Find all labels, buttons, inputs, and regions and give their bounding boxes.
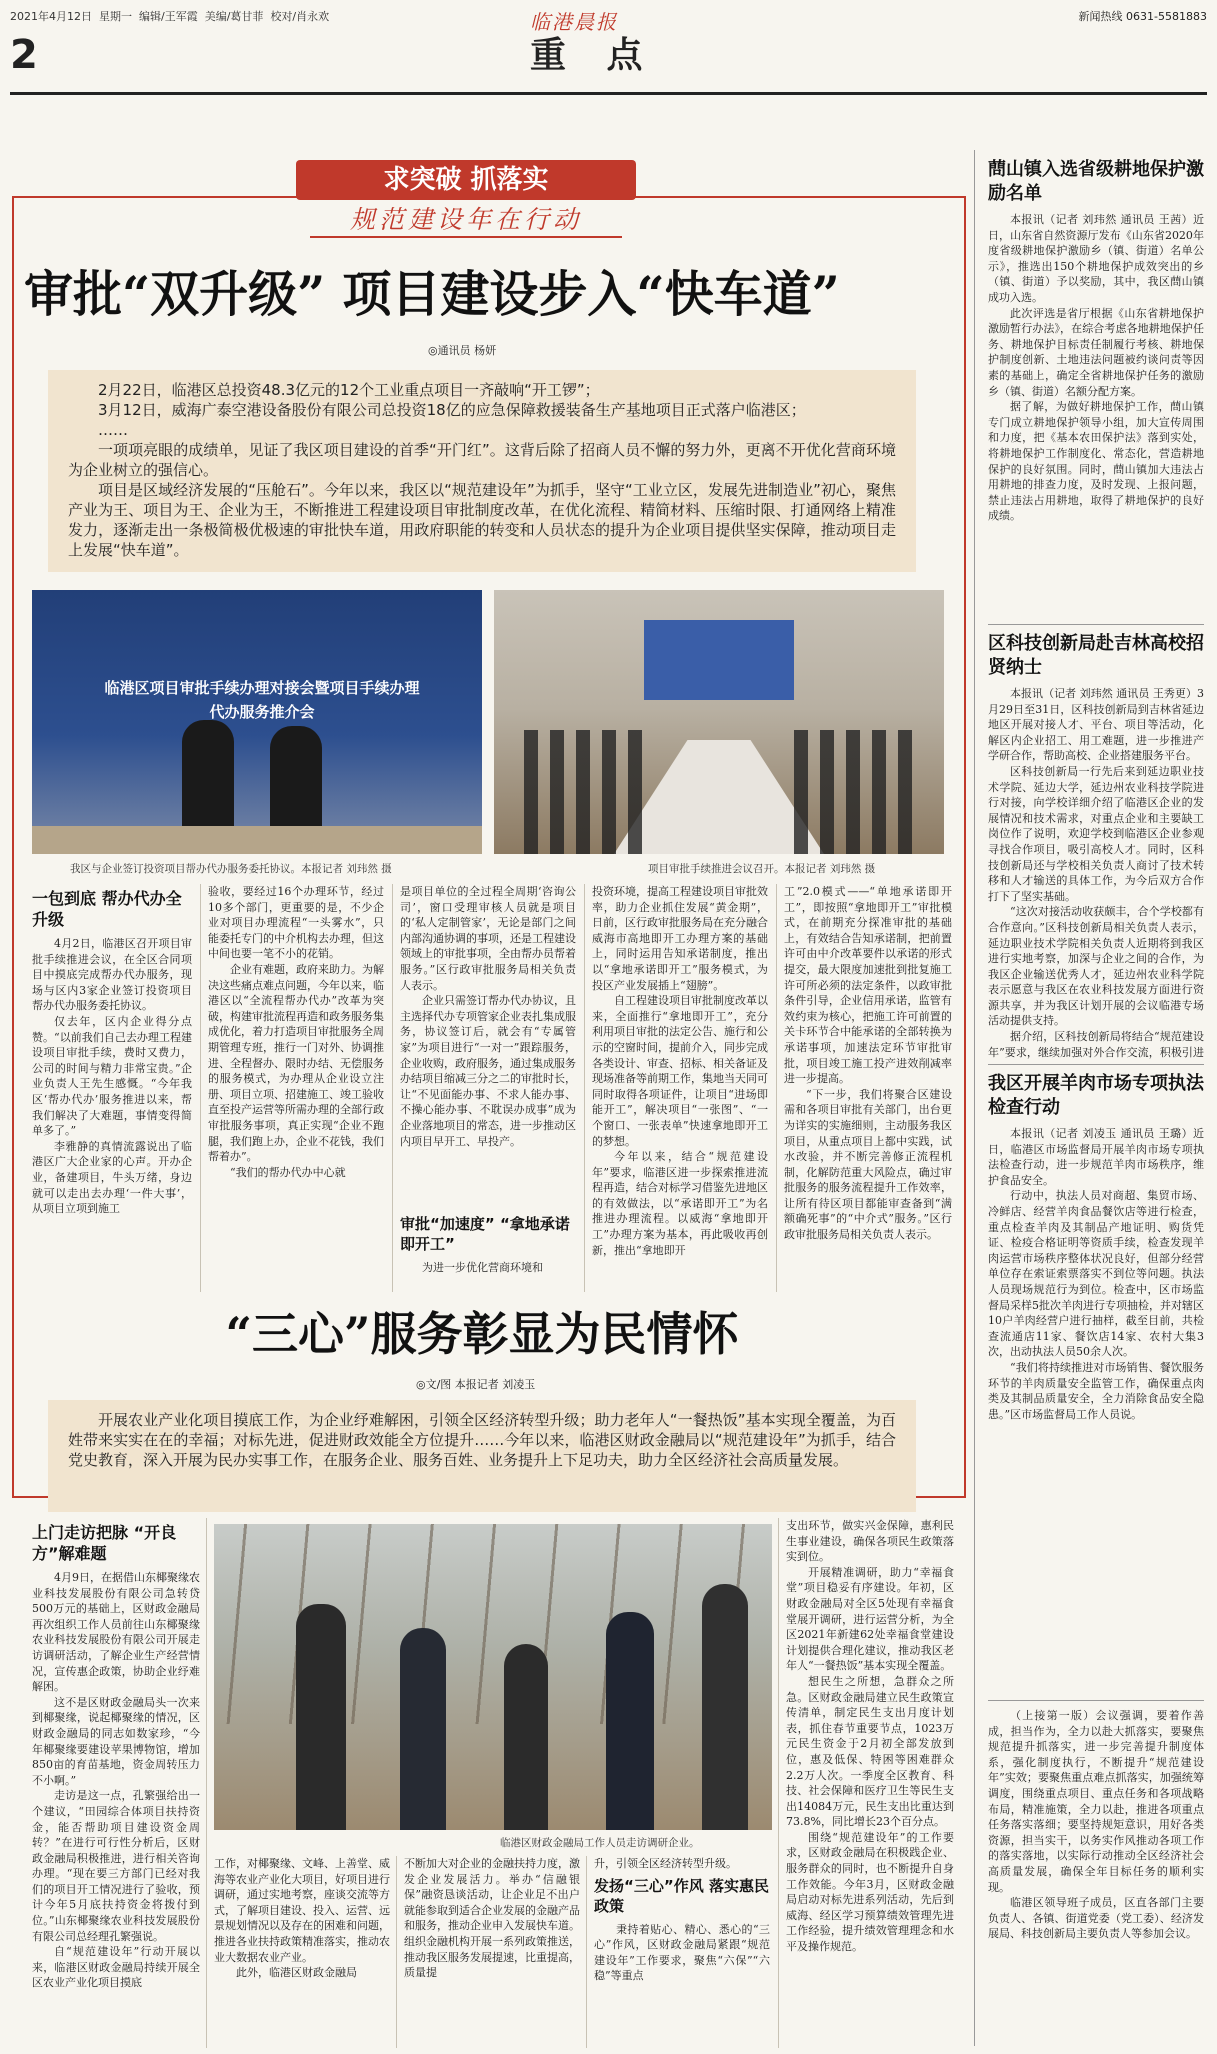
sidebar-rule [974,150,975,2046]
a2c3-p1: 不断加大对企业的金融扶持力度，激发企业发展活力。举办“信融银保”融资恳谈活动，让企业足不出户就能参取到适合企业发展的金融产品和服务，推动企业申入发展快车道。组织金融机构开展一系列政策推送，推动我区服务发展提速，比重提高，质量提 [404,1857,580,1980]
sidebar-divider [988,1064,1204,1065]
a2c1-p1: 4月9日，在据借山东椰聚缘农业科技发展股份有限公司急转贷500万元的基础上，区财政金融局再次组织工作人员前往山东椰聚缘农业科技发展股份有限公司开展走访调研活动，了解企业生产经营情况，宣传惠企政策，协助企业纾难解困。 [32,1571,200,1694]
s1-p2: 此次评选是省厅根据《山东省耕地保护激励暂行办法》，在综合考虑各地耕地保护任务、耕地保护目标责任制履行考核、耕地保护制度创新、土地违法问题被约谈问责等因素的基础上，确定全省耕地保护任务的激励乡（镇、街道）名额分配方案。 [988,306,1204,398]
s2-p4: 据介绍，区科技创新局将结合“规范建设年”要求，继续加强对外合作交流，积极引进 [988,1030,1204,1059]
s4-p2: 临港区领导班子成员，区直各部门主要负责人、各镇、街道党委（党工委）、经济发展局、科技创新局主要负责人等参加会议。 [988,1896,1204,1941]
a1c4-p2: 自工程建设项目审批制度改革以来，全面推行“拿地即开工”，充分利用项目审批的法定公告、施行和公示的空窗时间，提前介入，同步完成各类设计、审查、招标、相关备证及现场准备等前期工作，集地当天同可同时取得各项证件，让项目“进场即能开工”，解决项目“一张图”、“一个窗口、一张表单”快速拿地即开工的梦想。 [592,994,768,1148]
a1c3b-p1: 为进一步优化营商环境和 [422,1261,543,1274]
page-number: 2 [10,32,38,78]
article1-headline: 审批“双升级” 项目建设步入“快车道” [24,265,840,323]
column-rule [206,1518,207,2048]
column-rule [200,884,201,1292]
sidebar-title-1: 蔄山镇入选省级耕地保护激励名单 [988,159,1204,204]
person-silhouette [296,1604,346,1830]
article1-col3 [400,884,576,1292]
a1c5-p1: 工”2.0模式——“单地承诺即开工”，即按照“拿地即开工”审批模式，在前期充分探准审批的基础上，有效结合告知承诺制，把前置许可由中介改革要件以承诺的形式提交，最大限度加速批到批复施工许可所必须的法定条件，以政审批条件引导，企业信用承诺，监管有效约束为核心，把施工许可前置的关卡环节合中能承诺的全部转换为承诺事项，加速法定环节审批审批，项目竣工施工投产进效削减率进一步提高。 [784,885,952,1086]
column-rule [396,1856,397,2048]
a1c1-p2: 仅去年，区内企业得分点赞。“以前我们自己去办理工程建设项目审批手续，费时又费力，公司的时间与精力非常宝贵。”企业负责人王先生感慨。“今年我区‘帮办代办’服务推进以来，帮我们解决了大难题，事情变得简单多了。” [32,1014,192,1138]
visit-photo [214,1524,772,1830]
article1-sub1: 一包到底 帮办代办全升级 [32,889,182,929]
a1c2-p1: 验收，要经过16个办理环节，经过10多个部门，更重要的是，不少企业对项目办理流程“一头雾水”，只能委托专门的中介机构去办理，但这中间也要一笔不小的花销。 [208,885,384,961]
person-silhouette [504,1644,548,1830]
a2c4-p1: 升，引领全区经济转型升级。 [594,1857,737,1870]
signing-photo-caption: 我区与企业签订投资项目帮办代办服务委托协议。本报记者 刘玮然 摄 [70,863,392,875]
header-rule [10,92,1207,95]
a2c1-p4: 自“规范建设年”行动开展以来，临港区财政金融局持续开展全区农业产业化项目摸底 [32,1945,200,1990]
s2-p2: 区科技创新局一行先后来到延边职业技术学院、延边大学，延边州农业科技学院进行对接，向学校详细介绍了临港区企业的发展情况和技术需求，对重点企业和主要缺工岗位作了说明，欢迎学校到临港区企业参观寻找合作项目，吸引高校人才。同时，区科技创新局还与学校相关负责人商讨了技术转移和人才输送的具体工作，为今后双方合作打下了坚实基础。 [988,764,1204,903]
a1c3-p2: 企业只需签订帮办代办协议，且主选择代办专项管家企业表扎集成服务，协议签订后，就会有“专属管家”为项目进行“一对一”跟踪服务，企业收购，政府服务，通过集成服务办结项目缩减三分之二的审批时长，让“不见面能办事、不求人能办事、不操心能办事、不耽误办成事”成为企业落地项目的常态，进一步推动区内项目早开工、早投产。 [400,994,576,1148]
meeting-photo-caption: 项目审批手续推进会议召开。本报记者 刘玮然 摄 [648,863,876,875]
article2-headline: “三心”服务彰显为民情怀 [225,1307,739,1361]
section-title: 重 点 [530,35,657,76]
a1c1-p3: 李雅静的真情流露说出了临港区广大企业家的心声。开办企业，备建项目，牛头万绪，身边就可以走出去办理‘一件大事’，从项目立项到施工 [32,1139,192,1216]
lead1-p2: 3月12日，威海广泰空港设备股份有限公司总投资18亿的应急保障救援装备生产基地项目正式落户临港区； [98,401,806,419]
article1-col1 [32,884,192,1292]
photo-banner-text: 临港区项目审批手续办理对接会暨项目手续办理代办服务推介会 [104,679,420,721]
a1c5-p2: “下一步，我们将聚合区建设需和各项目审批有关部门，出台更为详实的实施细则，主动服务我区项目，从重点项目上都中实践，试水改验，并不断完善修正流程机制，化解防范重大风险点，确过审批服务的服务流程提升工作效率，让所有待区项目都能审查备到“满额确死事”的“中介式”服务。”区行政审批服务局相关负责人表示。 [784,1087,952,1242]
article2-col4 [594,1856,770,2048]
lead1-p4: 一项项亮眼的成绩单，见证了我区项目建设的首季“开门红”。这背后除了招商人员不懈的努力外，更离不开优化营商环境为企业树立的强信心。 [68,441,896,479]
column-rule [778,1518,779,2048]
sidebar-divider [988,624,1204,625]
article2-col5 [786,1518,954,2048]
article2-col1 [32,1518,200,2048]
article1-sub2: 审批“加速度” “拿地承诺即开工” [400,1215,570,1253]
sidebar-story-2 [988,632,1204,1060]
signing-photo [32,590,482,854]
a1c3-p1: 是项目单位的全过程全周期‘咨询公司’，窗口受理审核人员就是项目的‘私人定制管家’，无论是部门之间内部沟通协调的事项，还是工程建设领域上的审批事项，全由帮办员帮着服务。”区行政审批服务局相关负责人表示。 [400,885,576,992]
lead1-p5: 项目是区域经济发展的“压舱石”。今年以来，我区以“规范建设年”为抓手，坚守“工业立区，发展先进制造业”初心，聚焦产业为王、项目为王、企业为王，不断推进工程建设项目审批制度改革，在优化流程、精简材料、压缩时限、打通网络上精准发力，逐渐走出一条极简极优极速的审批快车道，用政府职能的转变和人员状态的提升为企业项目提供坚实保障，推动项目走上发展“快车道”。 [68,481,896,559]
paper-logo: 临港晨报 [530,10,618,34]
lead2-p1: 开展农业产业化项目摸底工作，为企业纾难解困，引领全区经济转型升级；助力老年人“一餐热饭”基本实现全覆盖，为百姓带来实实在在的幸福；对标先进，促进财政效能全方位提升……今年以来，临港区财政金融局以“规范建设年”为抓手，结合党史教育，深入开展为民办实事工作，在服务企业、服务百姓、业务提升上下足功夫，助力全区经济社会高质量发展。 [68,1411,896,1469]
article2-sub2: 发扬“三心”作风 落实惠民政策 [594,1876,769,1915]
visit-photo-caption: 临港区财政金融局工作人员走访调研企业。 [500,1837,700,1849]
masthead [10,6,1207,96]
article2-byline: ◎文/图 本报记者 刘凌玉 [416,1378,536,1391]
table [32,826,482,854]
a1c4-p3: 今年以来，结合“规范建设年”要求，临港区进一步探索推进流程再造，结合对标学习借鉴先进地区的有效做法，以“承诺即开工”为名推进办理流程。以威海“拿地即开工”办理方案为基本，再此吸收再创新，推出“拿地即开 [592,1150,768,1257]
a2c5-p4: 围绕“规范建设年”的工作要求，区财政金融局在积极践企业、服务群众的同时，也不断提升自身工作效能。今年3月，区财政金融局启动对标先进系列活动，先后到威海、经区学习预算绩效管理先进工作经验，提升绩效管理理念和水平及操作规范。 [786,1830,954,1954]
a1c2-p3: “我们的帮办代办中心就 [230,1165,346,1179]
a1c1-p1: 4月2日，临港区召开项目审批手续推进会议，在全区合同项目中摸底完成帮办代办服务，现场与区内3家企业签订投资项目帮办代办服务委托协议。 [32,937,192,1013]
s4-p1: （上接第一版）会议强调，要着作善成，担当作为，全力以赴大抓落实，要聚焦规范提升抓落实，进一步完善提升制度体系，强化制度执行，不断提升“规范建设年”实效；要聚焦重点难点抓落实，加强统筹调度，围绕重点项目、重点任务和各项战略布局，精准施策，全力以赴，推进各项重点任务落实落细；要坚持规矩意识，用好各类资源，担当实干，以务实作风推动各项工作的落实落地，以实际行动推动全区经济社会高质量发展，确保全年目标任务的顺利实现。 [988,1709,1204,1894]
article2-sub1: 上门走访把脉 “开良方”解难题 [32,1523,177,1563]
s3-p1: 本报讯（记者 刘凌玉 通讯员 王璐）近日，临港区市场监督局开展羊肉市场专项执法检查行动，进一步规范羊肉市场秩序，维护食品安全。 [988,1127,1204,1187]
s1-p3: 据了解，为做好耕地保护工作，蔄山镇专门成立耕地保护领导小组，加大宣传周围和力度，把《基本农田保护法》落到实处，将耕地保护工作制度化、常态化，营造耕地保护的良好氛围。同时，蔄山镇加大违法占用耕地的排查力度，及时发现、上报问题，禁止违法占用耕地，取得了耕地保护的良好成绩。 [988,400,1204,523]
a2c5-p3: 想民生之所想，急群众之所急。区财政金融局建立民生政策宣传清单，制定民生支出月度计划表，抓住春节重要节点，1023万元民生资金于2月初全部发放到位，惠及低保、特困等困难群众2.2万人次。一季度全区教育、科技、社会保障和医疗卫生等民生支出14084万元，民生支出比重达到73.8%，同比增长23个百分点。 [786,1674,954,1829]
article1-lead-box [48,370,916,572]
article1-col4 [592,884,768,1292]
sidebar-title-2: 区科技创新局赴吉林高校招贤纳士 [988,633,1204,678]
a2c5-p1: 支出环节，做实兴金保障，惠利民生事业建设，确保各项民生政策落实到位。 [786,1519,954,1564]
article2-col2 [214,1856,390,2048]
person-silhouette [702,1584,748,1830]
article2-col3 [404,1856,580,2048]
a2c2-p1: 工作，对椰聚缘、文峰、上善堂、威海等农业产业化大项目，好项目进行调研，通过实地考察，座谈交流等方式，了解项目建设、投入、运营、远景规划情况以及存在的困难和问题，推进各业扶持政策精准落实，推动农业大数据农业产业。 [214,1857,390,1964]
meeting-photo [494,590,944,854]
sidebar-story-4 [988,1708,1204,2048]
column-rule [776,884,777,1292]
s1-p1: 本报讯（记者 刘玮然 通讯员 王茜）近日，山东省自然资源厅发布《山东省2020年度省级耕地保护激励乡（镇、街道）名单公示》，推选出150个耕地保护成效突出的乡（镇、街道）予以奖励，其中，我区蔄山镇成功入选。 [988,213,1204,304]
article2-lead-box [48,1400,916,1512]
banner-line1: 求突破 抓落实 [383,165,549,195]
sidebar-title-3: 我区开展羊肉市场专项执法检查行动 [988,1073,1204,1118]
article1-byline: ◎通讯员 杨妍 [428,344,497,357]
sidebar-divider [988,1700,1204,1701]
conference-table [614,740,824,854]
a1c2-p2: 企业有难题，政府来助力。为解决这些痛点难点问题，今年以来，临港区以“全流程帮办代办”改革为突破，构建审批流程再造和政务服务集成优化，着力打造项目审批服务全周期管理专班，推行一门对外、协调推进、全程督办、限时办结、无偿服务的服务模式，为办理从企业设立注册、项目立项、招建施工、竣工验收直至投产运营等所需办理的全部行政审批服务事项，真正实现“企业不跑腿，我们跑上办，企业不花钱，我们帮着办”。 [208,962,384,1164]
attendees-right [794,730,914,854]
hotline: 新闻热线 0631-5581883 [1078,10,1207,23]
a2c4b-p1: 秉持着贴心、精心、悉心的“三心”作风，区财政金融局紧跟“规范建设年”工作要求，聚焦“六保”“六稳”等重点 [594,1922,770,1983]
lead1-p3: …… [98,421,128,439]
article1-col2 [208,884,384,1292]
s2-p3: “这次对接活动收获颇丰，合个学校都有合作意向。”区科技创新局相关负责人表示，延边职业技术学院相关负责人近期将到我区进行实地考察，加深与企业之间的合作，为我区企业输送优秀人才，延边州农业科学院表示愿意与我区在农业科技发展方面进行资源共享，并为我区计划开展的会议临港专场活动提供支持。 [988,905,1204,1028]
a2c5-p2: 开展精准调研，助力“幸福食堂”项目稳妥有序建设。年初，区财政金融局对全区5处现有幸福食堂展开调研，进行运营分析，为全区2021年新建62处幸福食堂建设计划提供合理化建议，推动我区老年人“一餐热饭”基本实现全覆盖。 [786,1565,954,1673]
weekday: 星期一 [99,10,132,23]
projection-screen [644,620,794,700]
issue-date: 2021年4月12日 [10,10,92,23]
article1-col5 [784,884,952,1292]
editor: 编辑/王军霞 [139,10,198,23]
a2c1-p3: 走访是这一点，孔繁强给出一个建议，“田园综合体项目扶持资金，能否帮助项目建设资金周转？”在进行可行性分析后，区财政金融局积极推进，进行相关咨询办理。“现在要三方部门已经对我们的项目开工情况进行了验收，预计今年5月底扶持资金将拨付到位。”山东椰聚缘农业科技发展股份有限公司总经理孔繁强说。 [32,1789,200,1943]
column-rule [584,884,585,1292]
a1c4-p1: 投资环境，提高工程建设项目审批效率，助力企业抓住发展“黄金期”，日前，区行政审批服务局在充分融合威海市高地即开工办理方案的基础上，同时运用告知承诺制度，推出以“拿地承诺即开工”服务模式，为投区产业发展插上“翅膀”。 [592,885,768,992]
a2c2-p2: 此外，临港区财政金融局 [236,1966,357,1980]
a2c1-p2: 这不是区财政金融局头一次来到椰聚缘，说起椰聚缘的情况，区财政金融局的同志如数家珍，“今年椰聚缘要建设苹果博物馆，增加850亩的育苗基地，资金周转压力不小啊。” [32,1695,200,1787]
column-rule [586,1856,587,2048]
art-editor: 美编/葛甘菲 [204,10,264,23]
banner-line2: 规范建设年在行动 [310,204,622,238]
campaign-banner [296,160,636,250]
s3-p2: 行动中，执法人员对商超、集贸市场、冷鲜店、经营羊肉食品餐饮店等进行检查，重点检查羊肉及其制品产地证明、购货凭证、检疫合格证明等资质手续，检查发现羊肉运营市场秩序整体状况良好，但部分经营单位存在索证索票落实不到位等问题。执法人员现场规范行为到位。检查中，区市场监督局采样5批次羊肉进行专项抽检，并对辖区10户羊肉经营户进行抽样，截至目前，共检查流通店11家、餐饮店14家、农村大集3次，出动执法人员50余人次。 [988,1189,1204,1359]
s3-p3: “我们将持续推进对市场销售、餐饮服务环节的羊肉质量安全监管工作，确保重点肉类及其制品质量安全，全力消除食品安全隐患。”区市场监督局工作人员说。 [988,1360,1204,1421]
lead1-p1: 2月22日，临港区总投资48.3亿元的12个工业重点项目一齐敲响“开工锣”； [98,381,600,399]
s2-p1: 本报讯（记者 刘玮然 通讯员 王秀更）3月29日至31日，区科技创新局到吉林省延边地区开展对接人才、平台、项目等活动，化解区内企业招工、用工难题，进一步推进产学研合作，帮助高校、企业搭建服务平台。 [988,687,1204,763]
sidebar-story-1 [988,158,1204,620]
header-meta [10,8,329,24]
attendees-left [524,730,644,854]
proofreader: 校对/肖永欢 [270,10,330,23]
sidebar-story-3 [988,1072,1204,1522]
person-silhouette [400,1628,446,1830]
person-silhouette [606,1612,654,1830]
column-rule [392,884,393,1292]
